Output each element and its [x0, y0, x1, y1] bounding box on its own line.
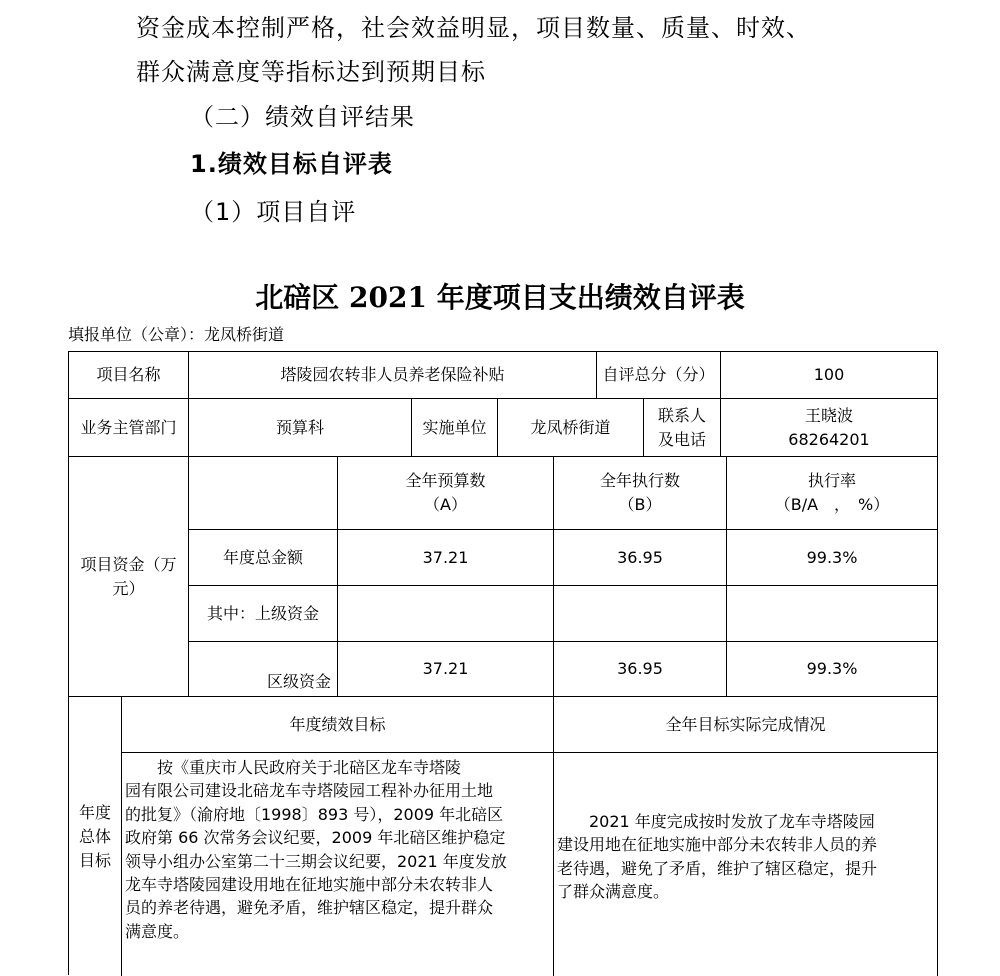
goal-text-line: 的批复》（渝府地〔1998〕893 号），2009 年北碚区: [125, 804, 504, 824]
subsection-heading: 1.绩效目标自评表: [190, 150, 393, 178]
budget-header-line-2: （A）: [424, 495, 467, 514]
goal-text: [122, 753, 554, 976]
contact-phone: 68264201: [788, 429, 870, 449]
goal-header: 年度绩效目标: [122, 697, 554, 753]
section-heading: （二）绩效自评结果: [190, 103, 415, 131]
project-name-value: 塔陵园农转非人员养老保险补贴: [189, 352, 597, 399]
goal-text-line: 政府第 66 次常务会议纪要，2009 年北碚区维护稳定: [125, 828, 506, 848]
score-value: 100: [721, 352, 938, 399]
funds-label-line-1: 项目资金（万: [80, 554, 177, 574]
goal-label-line-2: 总体: [78, 826, 111, 846]
intro-line-1: 资金成本控制严格，社会效益明显，项目数量、质量、时效、: [136, 14, 811, 42]
total-rate: 99.3%: [727, 530, 938, 586]
actual-text: [554, 753, 938, 976]
total-budget: 37.21: [338, 530, 554, 586]
contact-value: [721, 399, 938, 457]
goal-text-line: 龙车寺塔陵园建设用地在征地实施中部分未农转非人: [125, 875, 494, 895]
exec-header: [554, 457, 727, 530]
budget-header: [338, 457, 554, 530]
goal-label-line-1: 年度: [78, 802, 111, 822]
goal-text-line: 员的养老待遇，避免矛盾，维护辖区稳定，提升群众: [125, 898, 494, 918]
total-exec: 36.95: [554, 530, 727, 586]
rate-header: [727, 457, 938, 530]
funds-label-line-2: 元）: [112, 578, 145, 598]
district-exec: 36.95: [554, 642, 727, 697]
project-name-label: 项目名称: [69, 352, 189, 399]
goal-text-line: 园有限公司建设北碚龙车寺塔陵园工程补办征用土地: [125, 781, 494, 801]
dept-label: 业务主管部门: [69, 399, 189, 457]
rate-header-line-1: 执行率: [807, 471, 856, 490]
goal-text-line: 满意度。: [125, 921, 190, 941]
upper-rate: [727, 586, 938, 642]
contact-name: 王晓波: [804, 405, 853, 425]
upper-funds-label: 其中：上级资金: [189, 586, 338, 642]
actual-text-line: 了群众满意度。: [557, 882, 670, 902]
budget-header-line-1: 全年预算数: [405, 471, 486, 490]
impl-label: 实施单位: [412, 399, 498, 457]
document-title: 北碚区 2021 年度项目支出绩效自评表: [255, 281, 745, 314]
goal-text-line: 按《重庆市人民政府关于北碚区龙车寺塔陵: [125, 758, 462, 777]
goal-label-line-3: 目标: [78, 850, 111, 870]
rate-header-line-2: （B/A ， %）: [774, 495, 890, 514]
fill-unit-label: 填报单位（公章）：龙凤桥街道: [68, 325, 285, 344]
impl-value: 龙凤桥街道: [498, 399, 644, 457]
contact-label-line-2: 及电话: [657, 429, 706, 449]
contact-label-line-1: 联系人: [657, 405, 706, 425]
actual-text-line: 建设用地在征地实施中部分未农转非人员的养: [557, 835, 878, 855]
funds-header-blank: [189, 457, 338, 530]
subsubsection-heading: （1）项目自评: [190, 198, 357, 226]
total-label: 年度总金额: [189, 530, 338, 586]
goal-text-line: 领导小组办公室第二十三期会议纪要，2021 年度发放: [125, 851, 507, 871]
exec-header-line-2: （B）: [618, 495, 662, 514]
district-rate: 99.3%: [727, 642, 938, 697]
actual-text-line: 老待遇，避免了矛盾，维护了辖区稳定，提升: [557, 858, 878, 878]
annual-goal-label: [69, 697, 122, 976]
dept-value: 预算科: [189, 399, 412, 457]
funds-label: [69, 457, 189, 697]
district-budget: 37.21: [338, 642, 554, 697]
performance-table: [68, 351, 938, 975]
upper-exec: [554, 586, 727, 642]
exec-header-line-1: 全年执行数: [599, 471, 680, 490]
upper-budget: [338, 586, 554, 642]
contact-label: [644, 399, 721, 457]
actual-text-line: 2021 年度完成按时发放了龙车寺塔陵园: [557, 812, 875, 831]
district-funds-label: 区级资金: [189, 642, 338, 697]
actual-header: 全年目标实际完成情况: [554, 697, 938, 753]
score-label: 自评总分（分）: [597, 352, 721, 399]
intro-line-2: 群众满意度等指标达到预期目标: [136, 58, 486, 86]
